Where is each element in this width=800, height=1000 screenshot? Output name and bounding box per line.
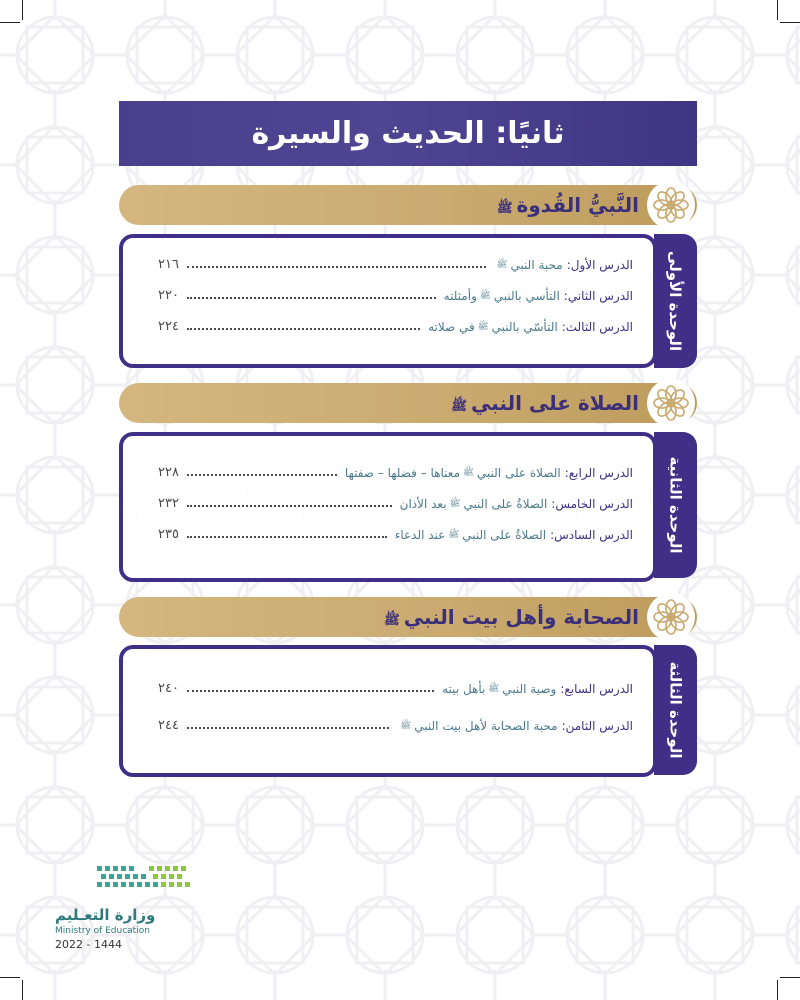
page-number: ٢٤٠ [158,681,179,696]
dot-leader [187,297,436,299]
unit-label: الوحدة الثانية [666,456,685,554]
lesson-title-suffix: بعد الأذان [399,497,447,511]
honorific: ﷺ [400,721,412,731]
lesson-row[interactable] [158,713,633,733]
honorific: ﷺ [383,613,400,628]
lesson-label: الدرس الرابع: [564,466,633,480]
unit-title: الصحابة وأهل بيت النبيﷺ [383,605,639,629]
crop-mark [0,977,20,978]
lesson-row[interactable] [158,314,633,334]
lesson-label: الدرس الأول: [566,258,633,272]
edition-year: 2022 - 1444 [55,938,122,951]
section-title: ثانيًا: الحديث والسيرة [251,116,565,151]
dot-leader [187,536,387,538]
crop-mark [0,22,20,23]
section-header [119,101,697,166]
flower-ornament-icon [647,593,695,641]
crop-mark [22,0,23,20]
ministry-logo [55,860,195,960]
lesson-title-suffix: بأهل بيته [442,682,486,696]
lesson-title-suffix: معناها – فضلها – صفتها [344,466,461,480]
lesson-title: التأسّي بالنبي [491,320,558,334]
ministry-name-en: Ministry of Education [55,926,150,936]
dot-leader [187,505,392,507]
lesson-row[interactable] [158,283,633,303]
lesson-row[interactable] [158,460,633,480]
dot-leader [187,727,389,729]
lesson-label: الدرس السادس: [550,528,633,542]
unit-banner-2 [119,383,697,423]
dot-leader [187,328,420,330]
page-number: ٢٣٥ [158,527,179,542]
lesson-row[interactable] [158,522,633,542]
unit-side-tab-3 [654,645,697,775]
dot-leader [187,474,337,476]
crop-mark [777,980,778,1000]
honorific: ﷺ [463,468,474,478]
dot-leader [187,266,486,268]
page-number: ٢٢٠ [158,288,179,303]
honorific: ﷺ [479,291,491,301]
page-number: ٢٤٤ [158,718,179,733]
lesson-title-suffix: في صلاته [428,320,475,334]
lesson-title: محبة الصحابة لأهل بيت النبي [414,719,558,733]
lesson-title: التأسي بالنبي [493,289,560,303]
honorific: ﷺ [496,260,508,270]
dot-leader [187,690,434,692]
lesson-label: الدرس الخامس: [551,497,633,511]
lesson-row[interactable] [158,491,633,511]
lesson-title-suffix: عند الدعاء [394,528,446,542]
lesson-label: الدرس السابع: [560,682,633,696]
flower-ornament-icon [647,181,695,229]
lesson-box-unit-3 [119,645,657,777]
lesson-box-unit-1 [119,234,657,368]
honorific: ﷺ [488,684,500,694]
lesson-label: الدرس الثاني: [563,289,633,303]
honorific: ﷺ [451,399,468,414]
honorific: ﷺ [448,530,460,540]
crop-mark [777,0,778,20]
moe-dots-logo-icon [97,860,193,900]
lesson-row[interactable] [158,676,633,696]
lesson-title: الصلاةُ على النبي [463,497,548,511]
unit-side-tab-1 [654,234,697,368]
unit-banner-3 [119,597,697,637]
page-number: ٢٢٤ [158,319,179,334]
lesson-title-suffix: وأمثلته [443,289,477,303]
lesson-label: الدرس الثالث: [561,320,633,334]
honorific: ﷺ [449,499,461,509]
crop-mark [22,980,23,1000]
honorific: ﷺ [496,201,513,216]
page-number: ٢٢٨ [158,465,179,480]
ministry-name-ar: وزارة التعـليم [55,906,156,924]
unit-banner-1 [119,185,697,225]
unit-side-tab-2 [654,432,697,578]
crop-mark [780,977,800,978]
lesson-title: الصلاةُ على النبي [462,528,547,542]
lesson-row[interactable] [158,252,633,272]
flower-ornament-icon [647,379,695,427]
lesson-box-unit-2 [119,432,657,582]
unit-title: النَّبيُّ القُدوةﷺ [496,193,639,217]
unit-label: الوحدة الثالثة [666,661,685,759]
unit-label: الوحدة الأولى [666,250,685,352]
lesson-label: الدرس الثامن: [561,719,633,733]
page-number: ٢٣٢ [158,496,179,511]
unit-title: الصلاة على النبيﷺ [451,391,639,415]
honorific: ﷺ [477,322,489,332]
lesson-title: وصية النبي [502,682,557,696]
crop-mark [780,22,800,23]
lesson-title: محبة النبي [510,258,563,272]
lesson-title: الصلاة على النبي [476,466,561,480]
page-number: ٢١٦ [158,257,179,272]
